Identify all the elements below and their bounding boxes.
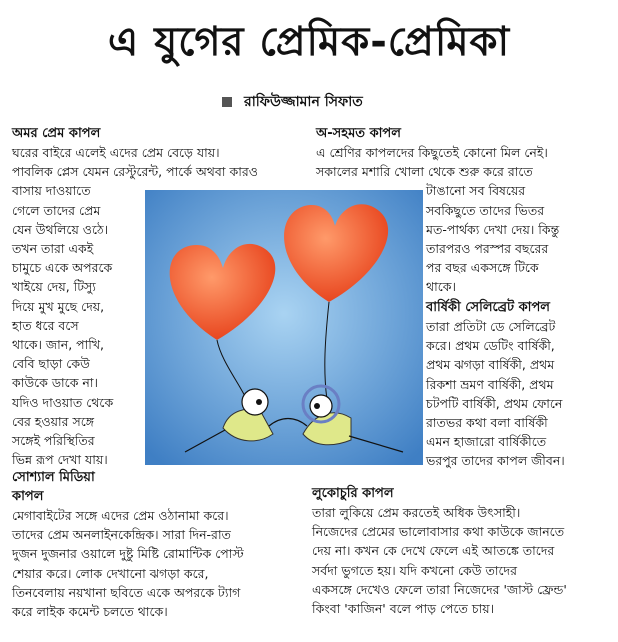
text-line: এ শ্রেণির কাপলদের কিছুতেই কোনো মিল নেই।	[316, 145, 548, 160]
byline	[222, 92, 363, 112]
section-heading: সোশ্যাল মিডিয়া	[12, 470, 95, 485]
text-line: শেয়ার করে। লোক দেখানো ঝগড়া করে,	[12, 565, 209, 581]
section-lukochuri	[312, 484, 567, 618]
text-line: ভরপুর তাদের কাপল জীবন।	[426, 453, 565, 469]
text-line: ঘরের বাইরে এলেই এদের প্রেম বেড়ে যায়।	[12, 145, 220, 160]
text-line: হাত ধরে বসে	[12, 317, 79, 333]
text-line: ভিন্ন রূপ দেখা যায়।	[12, 452, 108, 468]
text-line: তাদের প্রেম অনলাইনকেন্দ্রিক। সারা দিন-রাত	[12, 527, 231, 543]
text-line: চটপটি বার্ষিকী, প্রথম ফোনে	[426, 395, 563, 411]
text-line: করে লাইক কমেন্ট চলতে থাকে।	[12, 604, 168, 620]
left-figure-eye	[256, 399, 262, 405]
text-line: বের হওয়ার সঙ্গে	[12, 413, 95, 429]
text-line: করে। প্রথম ডেটিং বার্ষিকী,	[426, 338, 555, 354]
text-line: দুজন দুজনার ওয়ালে দুষ্টু মিষ্টি রোমান্টিক পোস্ট	[12, 546, 244, 562]
text-line: তখন তারা একই	[12, 241, 94, 257]
text-line: সকালের মশারি খোলা থেকে শুরু করে রাতে	[316, 164, 533, 180]
text-line: রিকশা ভ্রমণ বার্ষিকী, প্রথম	[426, 376, 554, 392]
section-heading: বার্ষিকী সেলিব্রেট কাপল	[426, 300, 550, 315]
text-line: রাতভর কথা বলা বার্ষিকী	[426, 415, 548, 431]
section-social-media	[12, 468, 244, 621]
text-line: সবকিছুতে তাদের ভিতর	[426, 202, 545, 218]
text-line: একসঙ্গে দেখেও ফেলে তারা নিজেদের 'জাস্ট ফ্রেন্ড'	[312, 581, 567, 597]
text-line: নিজেদের প্রেমের ভালোবাসার কথা কাউকে জানতে	[312, 524, 565, 540]
author-name: রাফিউজ্জামান সিফাত	[244, 94, 363, 110]
section-heading: লুকোচুরি কাপল	[312, 486, 394, 501]
text-line: দেয় না। কখন কে দেখে ফেলে এই আতঙ্কে তাদের	[312, 543, 555, 559]
text-line: সঙ্গেই পরিস্থিতির	[12, 433, 95, 449]
section-heading: অ-সহমত কাপল	[316, 126, 401, 141]
text-line: এমন হাজারো বার্ষিকীতে	[426, 434, 547, 450]
text-line: তিনবেলায় নয়খানা ছবিতে একে অপরকে ট্যাগ	[12, 584, 241, 600]
text-line: মত-পার্থক্য দেখা দেয়। কিন্তু	[426, 221, 560, 237]
text-line: কিংবা 'কাজিন' বলে পাড় পেতে চায়।	[312, 601, 495, 617]
text-line: কাউকে ডাকে না।	[12, 375, 98, 391]
text-line: তারা প্রতিটা ডে সেলিব্রেট	[426, 319, 556, 334]
text-line: দিয়ে মুখ মুছে দেয়,	[12, 298, 105, 314]
text-line: যেন উথলিয়ে ওঠে।	[12, 221, 109, 237]
text-line: থাকে। জান, পাখি,	[12, 337, 105, 353]
text-line: তারা লুকিয়ে প্রেম করতেই অধিক উৎসাহী।	[312, 505, 521, 520]
text-line: বেবি ছাড়া কেউ	[12, 356, 90, 372]
text-line: পর বছর একসঙ্গে টিকে	[426, 260, 539, 276]
text-line: যদিও দাওয়াত থেকে	[12, 394, 114, 410]
text-line: টাঙানো সব বিষয়ের	[426, 183, 526, 199]
heart-balloons-couple-illustration-icon	[145, 190, 423, 465]
right-figure-head	[310, 395, 332, 417]
text-line: পাবলিক প্লেস যেমন রেস্টুরেন্ট, পার্কে অথবা কারও	[12, 164, 258, 180]
byline-square-icon	[222, 97, 232, 107]
illustration	[145, 190, 423, 465]
text-line: তারপরও পরস্পর বছরের	[426, 241, 549, 257]
text-line: মেগাবাইটের সঙ্গে এদের প্রেম ওঠানামা করে।	[12, 508, 229, 523]
article-title: এ যুগের প্রেমিক-প্রেমিকা	[107, 19, 511, 65]
text-line: প্রথম ঝগড়া বার্ষিকী, প্রথম	[426, 357, 555, 373]
right-figure-eye	[314, 403, 320, 409]
text-line: চামুচে একে অপরকে	[12, 260, 113, 276]
section-barshiki	[426, 298, 565, 471]
text-line: গেলে তাদের প্রেম	[12, 202, 101, 218]
text-line: থাকে।	[426, 279, 456, 295]
left-figure-head	[242, 389, 268, 415]
text-line: খাইয়ে দেয়, টিস্যু	[12, 279, 96, 295]
text-line: বাসায় দাওয়াতে	[12, 183, 91, 199]
section-heading: অমর প্রেম কাপল	[12, 126, 101, 141]
section-heading-cont: কাপল	[12, 489, 44, 504]
text-line: সর্বদা ভুগতে হয়। যদি কখনো কেউ তাদের	[312, 562, 517, 578]
